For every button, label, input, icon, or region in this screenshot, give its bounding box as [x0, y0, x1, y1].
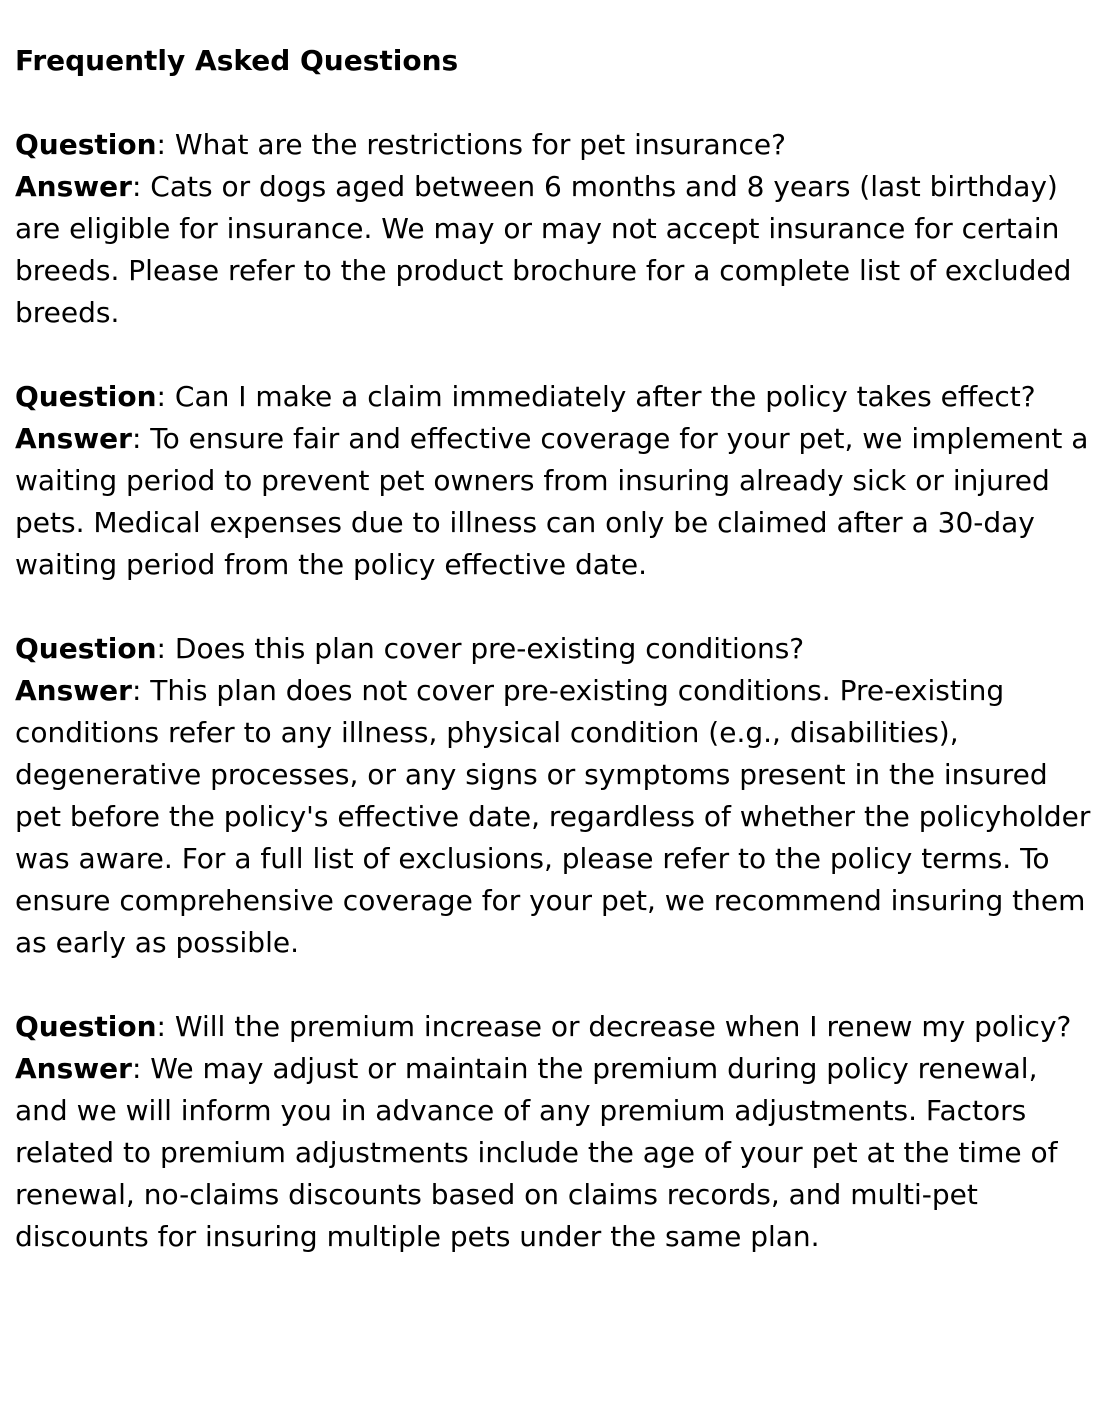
question-text: Does this plan cover pre-existing conditions? [174, 632, 805, 665]
question-text: What are the restrictions for pet insurance? [174, 128, 786, 161]
question-line [15, 124, 1095, 166]
page-title: Frequently Asked Questions [15, 44, 459, 77]
answer-text: We may adjust or maintain the premium during policy renewal, and we will inform you in advance of any premium adjustments. Factors related to premium adjustments include the age of your pet at the time of renewal, no-claims discounts based on claims records, and multi-pet discounts for insuring multiple pets under the same plan. [15, 1052, 1058, 1253]
answer-text: This plan does not cover pre-existing conditions. Pre-existing conditions refer to any illness, physical condition (e.g., disabilities), degenerative processes, or any signs or symptoms present in the insured pet before the policy's effective date, regardless of whether the policyholder was aware. For a full list of exclusions, please refer to the policy terms. To ensure comprehensive coverage for your pet, we recommend insuring them as early as possible. [15, 674, 1091, 959]
answer-line [15, 166, 1095, 334]
answer-label: Answer [15, 674, 132, 707]
answer-label: Answer [15, 1052, 132, 1085]
question-label: Question [15, 128, 157, 161]
question-label: Question [15, 1010, 157, 1043]
answer-separator: : [131, 170, 151, 203]
answer-line [15, 670, 1095, 964]
question-label: Question [15, 632, 157, 665]
answer-label: Answer [15, 170, 132, 203]
faq-item-2 [15, 376, 1095, 586]
question-separator: : [156, 380, 175, 413]
question-line [15, 1006, 1095, 1048]
faq-item-4 [15, 1006, 1095, 1258]
answer-separator: : [131, 674, 151, 707]
faq-document [15, 40, 1095, 1300]
answer-label: Answer [15, 422, 132, 455]
faq-item-1 [15, 124, 1095, 334]
question-separator: : [156, 632, 175, 665]
answer-line [15, 1048, 1095, 1258]
answer-line [15, 418, 1095, 586]
question-line [15, 376, 1095, 418]
question-separator: : [156, 128, 175, 161]
answer-separator: : [131, 422, 151, 455]
answer-text: To ensure fair and effective coverage for your pet, we implement a waiting period to prevent pet owners from insuring already sick or injured pets. Medical expenses due to illness can only be claimed after a 30-day waiting period from the policy effective date. [15, 422, 1089, 581]
answer-separator: : [131, 1052, 151, 1085]
answer-text: Cats or dogs aged between 6 months and 8 years (last birthday) are eligible for insurance. We may or may not accept insurance for certain breeds. Please refer to the product brochure for a complete list of excluded breeds. [15, 170, 1072, 329]
faq-item-3 [15, 628, 1095, 964]
question-label: Question [15, 380, 157, 413]
question-separator: : [156, 1010, 175, 1043]
question-text: Will the premium increase or decrease when I renew my policy? [174, 1010, 1072, 1043]
question-text: Can I make a claim immediately after the policy takes effect? [174, 380, 1036, 413]
question-line [15, 628, 1095, 670]
